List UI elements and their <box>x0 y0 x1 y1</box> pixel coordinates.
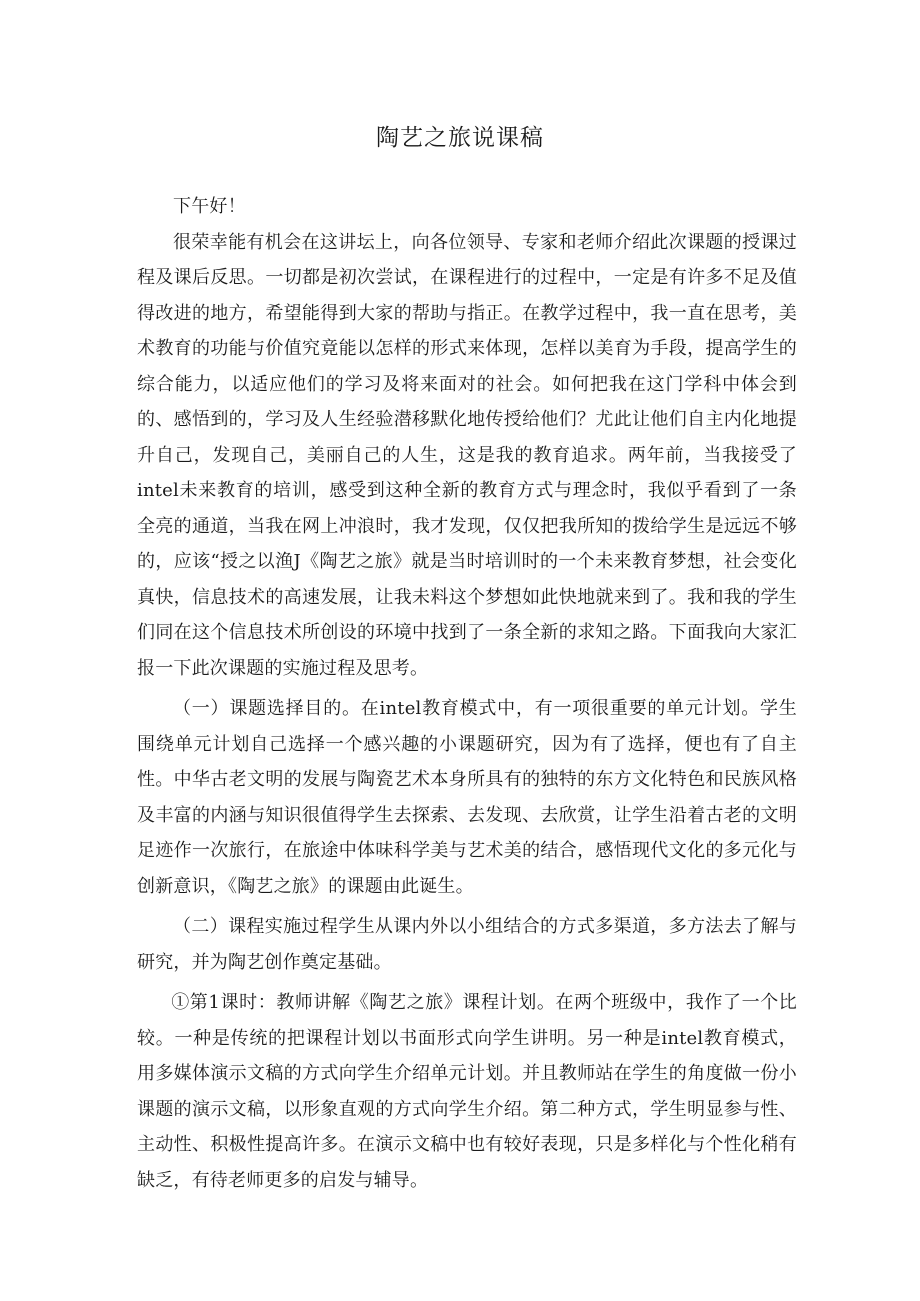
document-title: 陶艺之旅说课稿 <box>376 125 544 151</box>
lesson-one-paragraph: ①第1课时：教师讲解《陶艺之旅》课程计划。在两个班级中，我作了一个比较。一种是传统的把课程计划以书面形式向学生讲明。另一种是intel教育模式，用多媒体演示文稿的方式向学生介绍单元计划。并且教师站在学生的角度做一份小课题的演示文稿，以形象直观的方式向学生介绍。第二种方式，学生明显参与性、主动性、积极性提高许多。在演示文稿中也有较好表现，只是多样化与个性化稍有缺乏，有待老师更多的启发与辅导。 <box>137 992 797 1191</box>
greeting-paragraph: 下午好！ <box>173 196 246 217</box>
document-body <box>137 189 797 1198</box>
implementation-paragraph: （二）课程实施过程学生从课内外以小组结合的方式多渠道，多方法去了解与研究，并为陶艺创作奠定基础。 <box>137 916 797 973</box>
topic-purpose-paragraph: （一）课题选择目的。在intel教育模式中，有一项很重要的单元计划。学生围绕单元计划自己选择一个感兴趣的小课题研究，因为有了选择，便也有了自主性。中华古老文明的发展与陶瓷艺术本身所具有的独特的东方文化特色和民族风格及丰富的内涵与知识很值得学生去探索、去发现、去欣赏，让学生沿着古老的文明足迹作一次旅行，在旅途中体味科学美与艺术美的结合，感悟现代文化的多元化与创新意识，《陶艺之旅》的课题由此诞生。 <box>137 698 797 897</box>
intro-paragraph: 很荣幸能有机会在这讲坛上，向各位领导、专家和老师介绍此次课题的授课过程及课后反思。一切都是初次尝试，在课程进行的过程中，一定是有许多不足及值得改进的地方，希望能得到大家的帮助与指正。在教学过程中，我一直在思考，美术教育的功能与价值究竟能以怎样的形式来体现，怎样以美育为手段，提高学生的综合能力，以适应他们的学习及将来面对的社会。如何把我在这门学科中体会到的、感悟到的，学习及人生经验潜移默化地传授给他们？尤此让他们自主内化地提升自己，发现自己，美丽自己的人生，这是我的教育追求。两年前，当我接受了intel未来教育的培训，感受到这种全新的教育方式与理念时，我似乎看到了一条全亮的通道，当我在网上冲浪时，我才发现，仅仅把我所知的拨给学生是远远不够的，应该“授之以渔J《陶艺之旅》就是当时培训时的一个未来教育梦想，社会变化真快，信息技术的高速发展，让我未料这个梦想如此快地就来到了。我和我的学生们同在这个信息技术所创设的环境中找到了一条全新的求知之路。下面我向大家汇报一下此次课题的实施过程及思考。 <box>137 231 797 679</box>
